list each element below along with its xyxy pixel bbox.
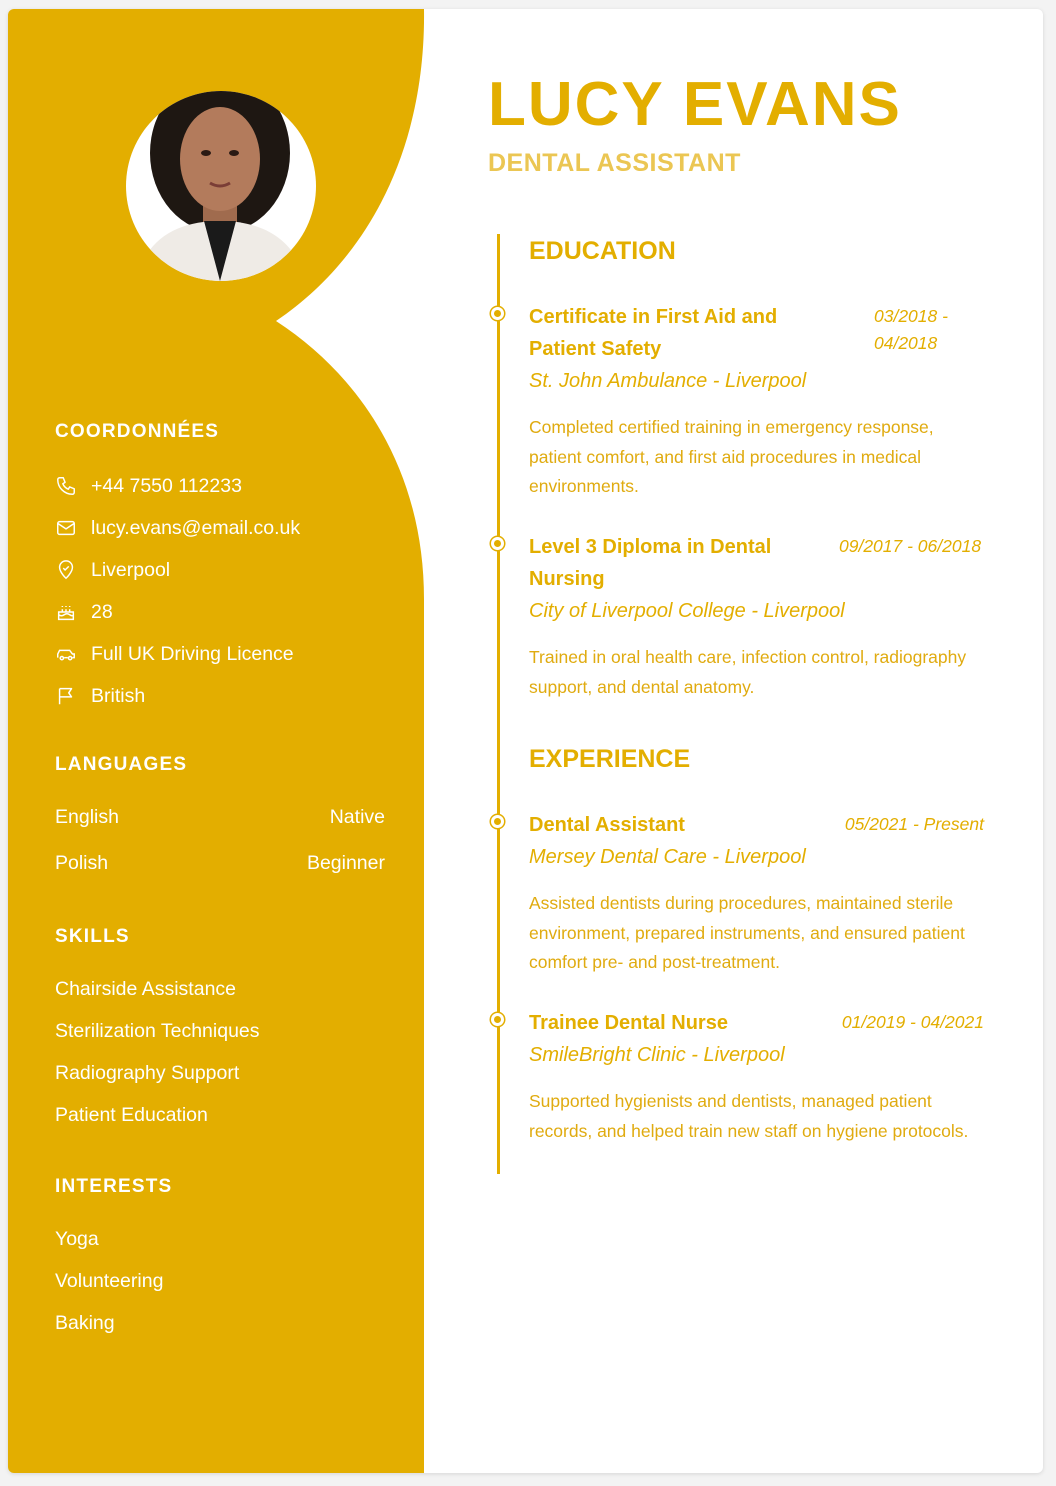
entry-organization: City of Liverpool College - Liverpool — [529, 600, 845, 622]
entry-dates: 01/2019 - 04/2021 — [841, 1012, 984, 1032]
skill-item: Sterilization Techniques — [55, 1019, 260, 1042]
entry-title: Certificate in First Aid and Patient Safety — [529, 306, 778, 360]
entry-dates: 09/2017 - 06/2018 — [839, 536, 982, 556]
skills-heading: SKILLS — [55, 926, 130, 947]
languages-section — [55, 754, 385, 886]
education-entry — [529, 301, 984, 502]
language-name: English — [55, 805, 119, 828]
contact-email-text: lucy.evans@email.co.uk — [91, 516, 301, 539]
contact-age-text: 28 — [91, 600, 113, 623]
timeline-dot — [491, 537, 504, 550]
candidate-title: DENTAL ASSISTANT — [488, 149, 741, 177]
phone-icon — [55, 475, 77, 497]
timeline-dot — [491, 307, 504, 320]
entry-dates: 03/2018 - 04/2018 — [874, 306, 948, 353]
language-level: Beginner — [306, 851, 385, 874]
contact-age — [55, 591, 385, 633]
candidate-name: LUCY EVANS — [488, 70, 902, 139]
language-level: Native — [329, 805, 385, 828]
contact-location-text: Liverpool — [91, 558, 171, 581]
entry-organization: Mersey Dental Care - Liverpool — [529, 846, 806, 868]
entry-description: Trained in oral health care, infection control, radiography support, and dental anatomy. — [529, 647, 967, 697]
language-row — [55, 794, 385, 840]
contact-nationality-text: British — [91, 684, 146, 707]
contact-licence — [55, 633, 385, 675]
car-icon — [55, 643, 77, 665]
skill-item: Chairside Assistance — [55, 977, 237, 1000]
contact-licence-text: Full UK Driving Licence — [91, 642, 294, 665]
entry-dates: 05/2021 - Present — [844, 814, 984, 834]
interests-section — [55, 1176, 385, 1344]
experience-heading: EXPERIENCE — [529, 745, 691, 773]
timeline-line — [497, 234, 500, 1174]
entry-description: Completed certified training in emergency response, patient comfort, and first aid procedures in medical environments. — [529, 417, 934, 496]
contact-phone[interactable] — [55, 465, 385, 507]
entry-title: Dental Assistant — [529, 814, 685, 836]
flag-icon — [55, 685, 77, 707]
timeline-dot — [491, 815, 504, 828]
entry-title: Trainee Dental Nurse — [529, 1012, 728, 1034]
birthday-cake-icon — [55, 601, 77, 623]
entry-title: Level 3 Diploma in Dental Nursing — [529, 536, 772, 590]
entry-organization: St. John Ambulance - Liverpool — [529, 370, 807, 392]
contact-nationality — [55, 675, 385, 717]
resume-page — [8, 9, 1043, 1473]
skills-section — [55, 926, 385, 1136]
skill-item: Patient Education — [55, 1103, 208, 1126]
profile-photo — [126, 71, 316, 281]
interest-item: Baking — [55, 1311, 115, 1334]
interest-item: Yoga — [55, 1227, 99, 1250]
contact-heading: COORDONNÉES — [55, 421, 220, 442]
entry-organization: SmileBright Clinic - Liverpool — [529, 1044, 785, 1066]
contact-phone-text: +44 7550 112233 — [91, 474, 242, 497]
experience-entry — [529, 1007, 984, 1146]
timeline-dot — [491, 1013, 504, 1026]
entry-description: Assisted dentists during procedures, maintained sterile environment, prepared instruments, and ensured patient comfort pre- and post-treatment. — [529, 893, 965, 972]
interest-item: Volunteering — [55, 1269, 164, 1292]
entry-description: Supported hygienists and dentists, managed patient records, and helped train new staff on hygiene protocols. — [529, 1091, 969, 1141]
experience-entry — [529, 809, 984, 978]
skill-item: Radiography Support — [55, 1061, 240, 1084]
contact-location — [55, 549, 385, 591]
language-name: Polish — [55, 851, 109, 874]
location-pin-icon — [55, 559, 77, 581]
interests-heading: INTERESTS — [55, 1176, 173, 1197]
education-heading: EDUCATION — [529, 237, 676, 265]
education-entry — [529, 531, 984, 702]
language-row — [55, 840, 385, 886]
contact-email[interactable] — [55, 507, 385, 549]
languages-heading: LANGUAGES — [55, 754, 188, 775]
contact-section — [55, 421, 385, 717]
mail-icon — [55, 517, 77, 539]
